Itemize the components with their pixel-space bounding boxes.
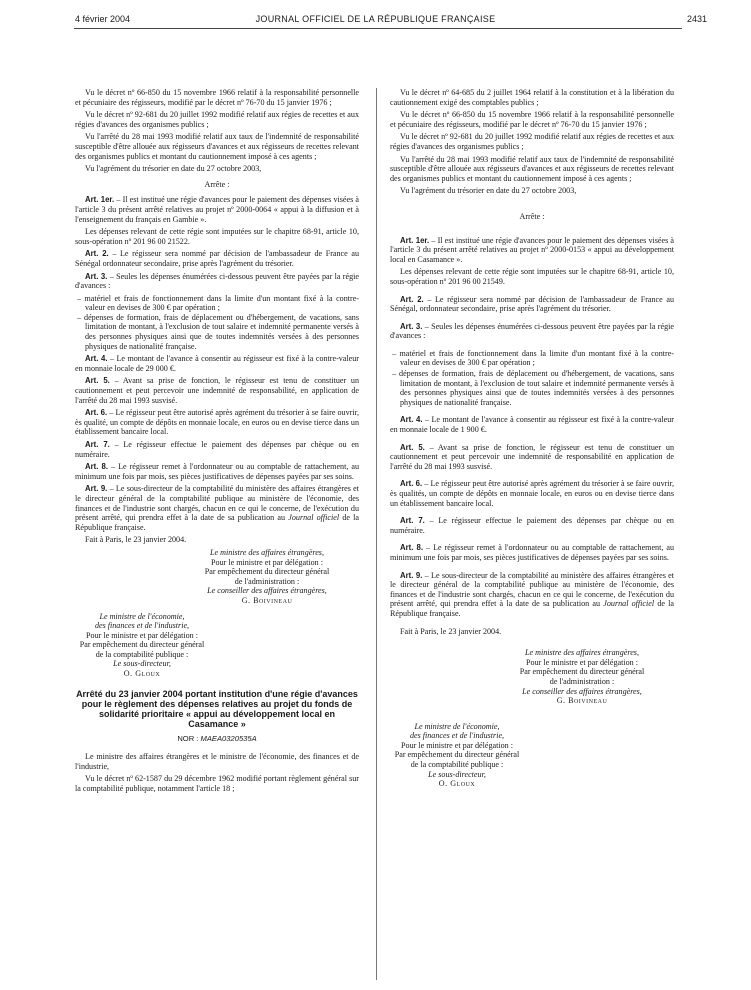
article-label: Art. 9.	[85, 484, 108, 494]
article-2: Art. 2. – Le régisseur sera nommé par décision de l'ambassadeur de France au Sénégal, ordonnateur secondaire, prise après l'agrément du trésorier.	[390, 294, 674, 314]
signatory-name: O. Gloux	[438, 779, 476, 789]
article-5: Art. 5. – Avant sa prise de fonction, le régisseur est tenu de constituer un cautionnement et peut percevoir une indemnité de responsabilité, en application de l'arrêté du 28 mai 1993 susvisé.	[75, 376, 359, 405]
article-7: Art. 7. – Le régisseur effectue le paiement des dépenses par chèque ou en numéraire.	[390, 516, 674, 535]
article-1: Art. 1er. – Il est institué une régie d'avances pour le paiement des dépenses visées à l'article 3 du présent arrêté relatives au projet nº 2000-0064 « appui à la diffusion et à l'enseignement du français en Gambie ».	[75, 195, 359, 224]
article-8: Art. 8. – Le régisseur remet à l'ordonnateur ou au comptable de rattachement, au minimum une fois par mois, ses pièces justificatives de dépenses payées par ses soins.	[75, 462, 359, 481]
visa: Vu le décret nº 64-685 du 2 juillet 1964 relatif à la constitution et à la libération du cautionnement exigé des comptables publics ;	[390, 88, 674, 107]
visa: Vu le décret nº 66-850 du 15 novembre 1966 relatif à la responsabilité personnelle et pécuniaire des régisseurs, modifié par le décret nº 76-70 du 15 janvier 1976 ;	[390, 110, 674, 129]
article-label: Art. 4.	[400, 415, 423, 425]
right-column	[390, 88, 674, 791]
left-column	[75, 88, 359, 796]
running-header	[0, 14, 751, 28]
article-label: Art. 5.	[400, 442, 425, 452]
article-label: Art. 6.	[400, 479, 423, 489]
visa: Vu l'agrément du trésorier en date du 27 octobre 2003,	[85, 164, 262, 174]
journal-title: JOURNAL OFFICIEL DE LA RÉPUBLIQUE FRANÇAISE	[255, 14, 496, 24]
expense-list	[75, 294, 359, 352]
arrete-heading: Arrête :	[204, 179, 230, 189]
article-label: Art. 1er.	[85, 195, 115, 205]
visa: Vu l'agrément du trésorier en date du 27 octobre 2003,	[400, 186, 577, 196]
signature-block-affaires-etrangeres: Le ministre des affaires étrangères, Pour le ministre et par délégation : Par empêchement du directeur général de l'administration : Le conseiller des affaires étrangères, G. Boivineau	[490, 648, 674, 706]
journal-reference: Journal officiel	[603, 599, 655, 609]
article-label: Art. 7.	[400, 516, 425, 526]
article-label: Art. 6.	[85, 408, 108, 418]
article-label: Art. 8.	[400, 543, 424, 553]
article-label: Art. 3.	[85, 271, 108, 281]
column-divider	[376, 88, 377, 980]
signature-block-economie: Le ministre de l'économie, des finances et de l'industrie, Pour le ministre et par délégation : Par empêchement du directeur général de la comptabilité publique : Le sous-directeur, O. Gloux	[390, 722, 524, 789]
decree-title: Arrêté du 23 janvier 2004 portant institution d'une régie d'avances pour le règlement des dépenses relatives au projet du fonds de solidarité prioritaire « appui au développement local en Casamance »	[76, 688, 358, 730]
list-item: – dépenses de formation, frais de déplacement ou d'hébergement, de vacations, sans limitation de montant, à l'exclusion de tout salaire et indemnité permanente versés à des personnes physiques ainsi que de toutes indemnités versées à des personnes physiques de nationalité française.	[75, 313, 359, 351]
visa: Vu le décret nº 92-681 du 20 juillet 1992 modifié relatif aux régies de recettes et aux régies d'avances des organismes publics ;	[390, 132, 674, 151]
article-1: Art. 1er. – Il est institué une régie d'avances pour le paiement des dépenses visées à l'article 3 du présent arrêté relatives au projet nº 2000-0153 « appui au développement local en Casamance ».	[390, 235, 674, 264]
header-rule	[74, 28, 682, 29]
article-label: Art. 7.	[85, 440, 110, 449]
signatory-name: G. Boivineau	[556, 696, 608, 706]
header-date: 4 février 2004	[75, 14, 131, 24]
article-label: Art. 2.	[85, 249, 109, 259]
article-1-imputation: Les dépenses relevant de cette régie sont imputées sur le chapitre 68-91, article 10, sous-opération nº 201 96 00 21522.	[75, 227, 359, 246]
article-label: Art. 4.	[85, 354, 108, 364]
visa: Vu l'arrêté du 28 mai 1993 modifié relatif aux taux de l'indemnité de responsabilité susceptible d'être allouée aux régisseurs d'avances et aux régisseurs de recettes relevant des organismes publics et montant du cautionnement imposé à ces agents ;	[390, 154, 674, 183]
page-number: 2431	[686, 14, 707, 24]
article-9: Art. 9. – Le sous-directeur de la comptabilité au ministère des affaires étrangères et le directeur général de la comptabilité publique au ministère de l'économie, des finances et de l'industrie sont chargés, chacun en ce qui le concerne, de l'exécution du présent arrêté, qui prendra effet à la date de sa publication au Journal officiel de la République française.	[390, 570, 674, 618]
article-3: Art. 3. – Seules les dépenses énumérées ci-dessous peuvent être payées par la régie d'avances :	[75, 271, 359, 291]
article-8: Art. 8. – Le régisseur remet à l'ordonnateur ou au comptable de rattachement, au minimum une fois par mois, ses pièces justificatives de dépenses payées par ses soins.	[390, 543, 674, 562]
visa: Vu le décret nº 66-850 du 15 novembre 1966 relatif à la responsabilité personnelle et pécuniaire des régisseurs, modifié par le décret nº 76-70 du 15 janvier 1976 ;	[75, 88, 359, 107]
article-label: Art. 8.	[85, 462, 109, 472]
article-label: Art. 5.	[85, 376, 110, 386]
article-6: Art. 6. – Le régisseur peut être autorisé après agrément du trésorier à se faire ouvrir, ès qualité, un compte de dépôts en monnaie locale, en euros ou en devise tierce dans un établissement bancaire local.	[75, 408, 359, 437]
article-label: Art. 9.	[400, 570, 423, 580]
article-label: Art. 2.	[400, 294, 424, 304]
nor-reference: NOR : MAEA0320535A	[177, 734, 257, 744]
visa: Vu l'arrêté du 28 mai 1993 modifié relatif aux taux de l'indemnité de responsabilité susceptible d'être allouée aux régisseurs d'avances et aux régisseurs de recettes relevant des organismes publics et montant du cautionnement imposé à ces agents ;	[75, 132, 359, 161]
article-9: Art. 9. – Le sous-directeur de la comptabilité du ministère des affaires étrangères et le directeur général de la comptabilité publique au ministère de l'économie, des finances et de l'industrie sont chargés, chacun en ce qui le concerne, de l'exécution du présent arrêté, qui prendra effet à la date de sa publication au Journal officiel de la République française.	[75, 484, 360, 532]
article-5: Art. 5. – Avant sa prise de fonction, le régisseur est tenu de constituer un cautionnement et peut percevoir une indemnité de responsabilité en application de l'arrêté du 28 mai 1993 susvisé.	[390, 442, 674, 471]
list-item: – matériel et frais de fonctionnement dans la limite d'un montant fixé à la contre-valeur en devises de 300 € par opération ;	[390, 349, 674, 368]
signature-block-affaires-etrangeres: Le ministre des affaires étrangères, Pour le ministre et par délégation : Par empêchement du directeur général de l'administration : Le conseiller des affaires étrangères, G. Boivineau	[175, 548, 359, 606]
journal-reference: Journal officiel	[288, 513, 340, 523]
visa: Vu le décret nº 62-1587 du 29 décembre 1962 modifié portant règlement général sur la comptabilité publique, notamment l'article 18 ;	[75, 774, 359, 793]
visa: Vu le décret nº 92-681 du 20 juillet 1992 modifié relatif aux régies de recettes et aux régies d'avances des organismes publics ;	[75, 110, 359, 129]
article-4: Art. 4. – Le montant de l'avance à consentir au régisseur est fixé à la contre-valeur en monnaie locale de 29 000 €.	[75, 354, 359, 373]
article-2: Art. 2. – Le régisseur sera nommé par décision de l'ambassadeur de France au Sénégal ordonnateur secondaire, prise après l'agrément du trésorier.	[75, 249, 359, 268]
article-label: Art. 3.	[400, 321, 423, 331]
article-4: Art. 4. – Le montant de l'avance à consentir au régisseur est fixé à la contre-valeur en monnaie locale de 1 900 €.	[390, 415, 674, 435]
signature-place-date: Fait à Paris, le 23 janvier 2004.	[85, 535, 187, 545]
expense-list	[390, 349, 674, 408]
signature-block-economie: Le ministre de l'économie, des finances et de l'industrie, Pour le ministre et par délégation : Par empêchement du directeur général de la comptabilité publique : Le sous-directeur, O. Gloux	[75, 612, 209, 679]
signatory-name: G. Boivineau	[241, 595, 293, 605]
signatory-name: O. Gloux	[123, 669, 161, 679]
signature-place-date: Fait à Paris, le 23 janvier 2004.	[400, 626, 502, 636]
article-1-imputation: Les dépenses relevant de cette régie sont imputées sur le chapitre 68-91, article 10, sous-opération nº 201 96 00 21549.	[390, 267, 674, 286]
article-3: Art. 3. – Seules les dépenses énumérées ci-dessous peuvent être payées par la régie d'avances :	[390, 321, 674, 341]
article-7: Art. 7. – Le régisseur effectue le paiement des dépenses par chèque ou en numéraire.	[75, 440, 359, 459]
list-item: – dépenses de formation, frais de déplacement ou d'hébergement, de vacations, sans limitation de montant, à l'exclusion de tout salaire et indemnité permanente versés à des personnes physiques ainsi que de toutes indemnités versées à des personnes physiques de nationalité française.	[390, 369, 674, 407]
arrete-heading: Arrête :	[519, 211, 545, 221]
article-6: Art. 6. – Le régisseur peut être autorisé après agrément du trésorier à se faire ouvrir, ès qualités, un compte de dépôts en monnaie locale, en euros ou en devise tierce dans un établissement bancaire local.	[390, 479, 674, 508]
article-label: Art. 1er.	[400, 235, 430, 245]
intro: Le ministre des affaires étrangères et le ministre de l'économie, des finances et de l'industrie,	[75, 752, 359, 771]
list-item: – matériel et frais de fonctionnement dans la limite d'un montant fixé à la contre-valeur en devises de 300 € par opération ;	[75, 294, 359, 313]
